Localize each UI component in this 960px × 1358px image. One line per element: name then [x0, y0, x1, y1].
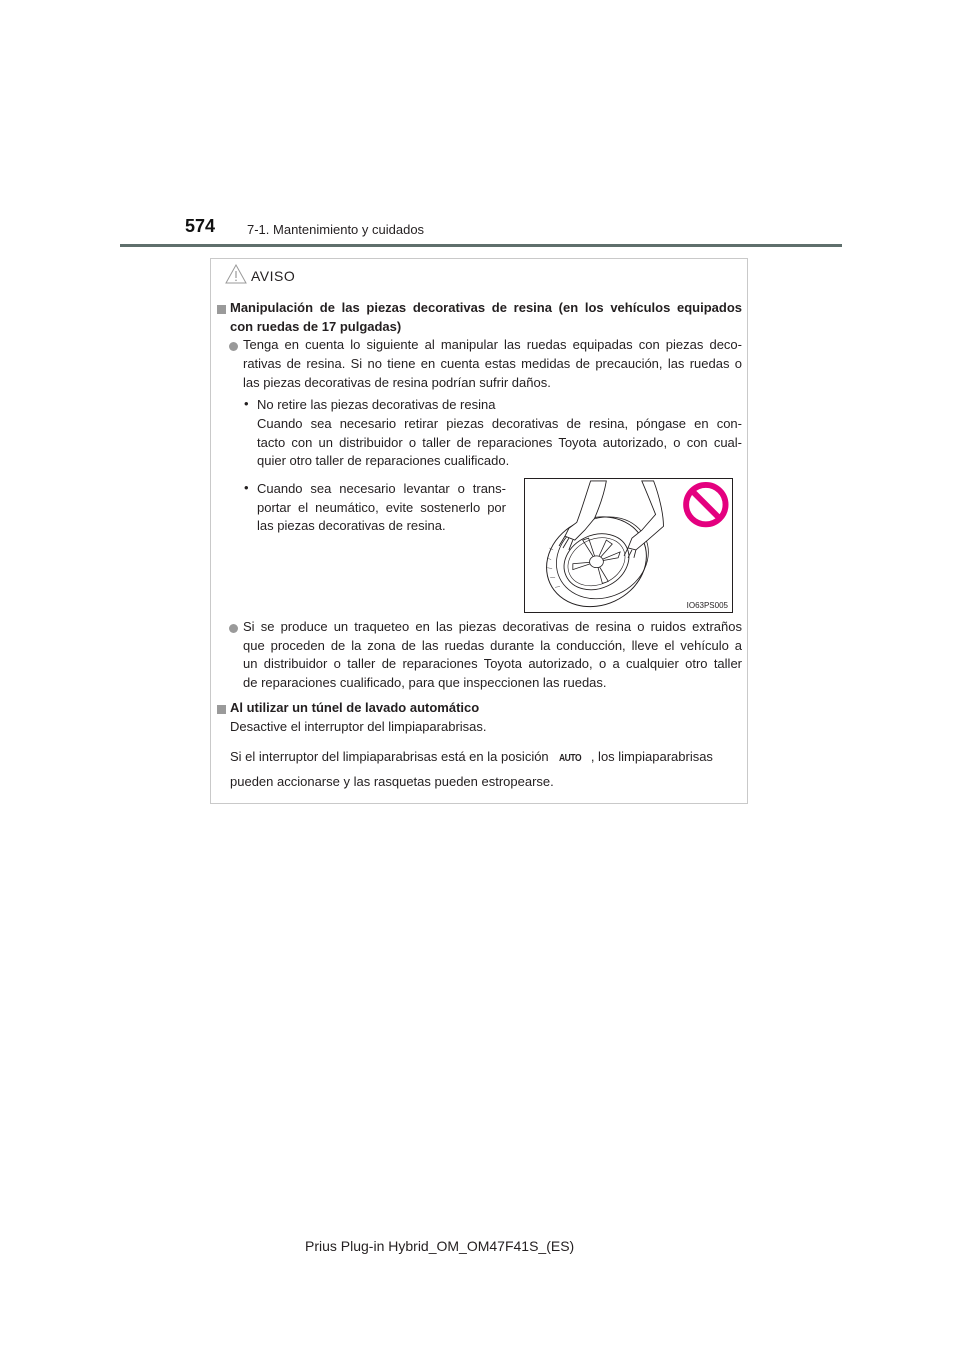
section1-heading-line2: con ruedas de 17 pulgadas) [230, 319, 402, 334]
tire-handling-figure [524, 478, 733, 613]
bullet1-line2: rativas de resina. Si no tiene en cuenta estas medidas de precaución, las ruedas o [243, 356, 742, 371]
sub1-line4: quier otro taller de reparaciones cualificado. [257, 453, 510, 468]
bullet2-line1: Si se produce un traqueteo en las piezas decorativas de resina o ruidos extraños [243, 619, 742, 634]
section2-line2 [230, 748, 750, 769]
bullet2-line4: de reparaciones cualificado, para que inspeccionen las ruedas. [243, 675, 607, 690]
section1-heading-line1: Manipulación de las piezas decorativas de resina (en los vehículos equipados [230, 300, 742, 315]
header-rule [120, 244, 842, 247]
round-bullet [229, 624, 238, 633]
round-bullet [229, 342, 238, 351]
bullet1-line3: las piezas decorativas de resina podrían sufrir daños. [243, 375, 551, 390]
warning-triangle-icon [225, 264, 247, 289]
section-title: 7-1. Mantenimiento y cuidados [247, 222, 425, 237]
figure-code: IO63PS005 [686, 601, 728, 610]
footer-doc-id: Prius Plug-in Hybrid_OM_OM47F41S_(ES) [305, 1238, 575, 1254]
section-square-bullet [217, 705, 226, 714]
section2-line1: Desactive el interruptor del limpiaparabrisas. [230, 719, 487, 734]
bullet2-line3: un distribuidor o taller de reparaciones Toyota autorizado, o a cualquier otro taller [243, 656, 742, 671]
bullet2-line2: que proceden de la zona de las ruedas durante la conducción, lleve el vehículo a [243, 638, 742, 653]
warning-title: AVISO [251, 268, 296, 284]
warning-box [210, 258, 748, 804]
sub-bullet-marker: • [244, 396, 249, 411]
section2-line2-before: Si el interruptor del limpiaparabrisas está en la posición [230, 749, 549, 764]
section2-line3: pueden accionarse y las rasquetas pueden estropearse. [230, 774, 554, 789]
sub2-line1: Cuando sea necesario levantar o trans- [257, 481, 506, 496]
sub1-line1: No retire las piezas decorativas de resina [257, 397, 496, 412]
sub1-line3: tacto con un distribuidor o taller de reparaciones Toyota autorizado, o con cual- [257, 435, 742, 450]
section-square-bullet [217, 305, 226, 314]
section2-line2-after: , los limpiaparabrisas [590, 749, 713, 764]
sub1-line2: Cuando sea necesario retirar piezas decorativas de resina, póngase en con- [257, 416, 742, 431]
sub2-line3: las piezas decorativas de resina. [257, 518, 446, 533]
tire-handling-illustration [525, 479, 732, 612]
bullet1-line1: Tenga en cuenta lo siguiente al manipular las ruedas equipadas con piezas deco- [243, 337, 742, 352]
page-number: 574 [185, 216, 216, 236]
sub2-line2: portar el neumático, evite sostenerlo por [257, 500, 506, 515]
auto-icon: AUTO [558, 753, 581, 764]
sub-bullet-marker: • [244, 480, 249, 495]
section2-heading: Al utilizar un túnel de lavado automático [230, 700, 480, 715]
warning-header [225, 264, 295, 288]
